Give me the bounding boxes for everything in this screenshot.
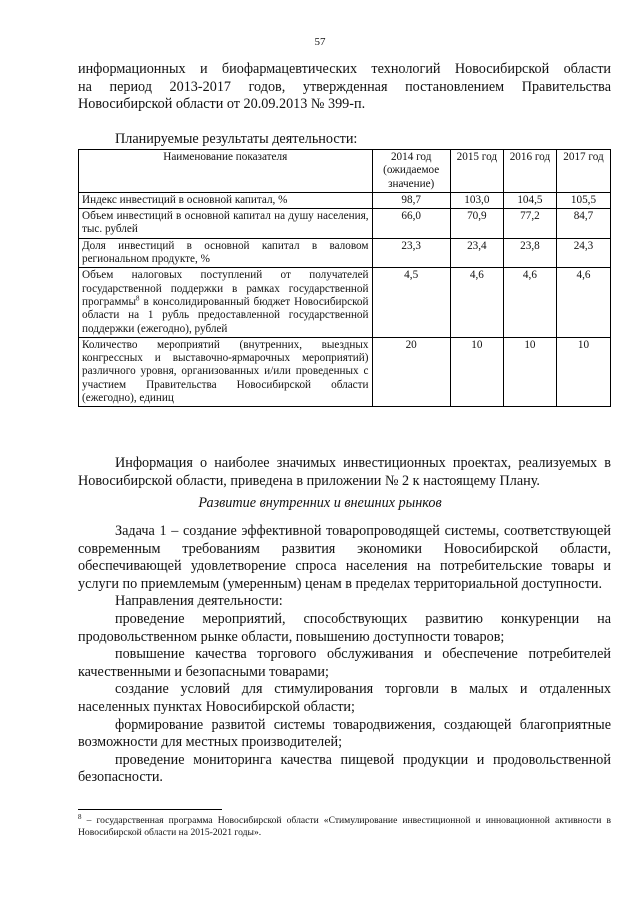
intro-paragraph [78,61,611,114]
value-2016: 77,2 [503,209,556,239]
indicator-name [79,268,373,337]
footnote-ref: 8 [136,294,140,303]
footnote-mark: 8 [78,812,82,821]
value-2014: 23,3 [372,238,450,268]
table-header-row [79,150,611,193]
value-2014: 20 [372,337,450,406]
direction-item: формирование развитой системы товародвижения, создающей благоприятные возможности для местных производителей; [78,716,611,751]
directions-label: Направления деятельности: [115,593,283,610]
direction-item: повышение качества торгового обслуживания и обеспечение потребителей качественными и безопасными товарами; [78,646,611,680]
info-text: Информация о наиболее значимых инвестиционных проектах, реализуемых в Новосибирской области, приведена в приложении № 2 к настоящему Плану. [78,455,611,489]
column-header-2017: 2017 год [556,150,610,193]
results-label: Планируемые результаты деятельности: [115,131,358,147]
value-2017: 105,5 [556,192,610,208]
value-2014: 98,7 [372,192,450,208]
table-row [79,192,611,208]
value-2017: 24,3 [556,238,610,268]
value-2017: 10 [556,337,610,406]
page-number: 57 [314,36,326,48]
indicator-name: Индекс инвестиций в основной капитал, % [79,192,373,208]
footnote-separator [78,809,222,810]
footnote [78,812,611,839]
intro-line: Новосибирской области от 20.09.2013 № 399-п. [78,96,366,113]
indicator-name: Количество мероприятий (внутренних, выездных конгрессных и выставочно-ярмарочных мероприятий) различного уровня, организованных и/или проведенных с участием Правительства Новосибирской области (ежегодно), единиц [79,337,373,406]
value-2015: 70,9 [450,209,503,239]
section-title: Развитие внутренних и внешних рынков [198,495,442,511]
value-2015: 4,6 [450,268,503,337]
value-2016: 104,5 [503,192,556,208]
intro-line: на период 2013-2017 годов, утвержденная постановлением Правительства [78,78,611,95]
table-row [79,268,611,337]
value-2016: 4,6 [503,268,556,337]
table-row [79,209,611,239]
direction-item: создание условий для стимулирования торговли в малых и отдаленных населенных пунктах Новосибирской области; [78,681,611,715]
column-header-2015: 2015 год [450,150,503,193]
column-header-2014: 2014 год (ожидаемое значение) [372,150,450,193]
value-2017: 4,6 [556,268,610,337]
value-2016: 10 [503,337,556,406]
task-block [78,523,611,787]
task-paragraph: Задача 1 – создание эффективной товаропроводящей системы, соответствующей современным требованиям развития экономики Новосибирской области, обеспечивающей удовлетворение спроса населения на потребительские товары и услуги по приемлемым (умеренным) ценам в пределах территориальной доступности. [78,523,611,592]
footnote-text: – государственная программа Новосибирской области «Стимулирование инвестиционной и инновационной активности в Новосибирской области на 2015-2021 годы». [78,815,611,839]
indicator-name-part: в консолидированный бюджет Новосибирской области на 1 рубль предоставленной государственной поддержки (ежегодно), рублей [82,295,369,335]
value-2016: 23,8 [503,238,556,268]
indicator-name: Объем инвестиций в основной капитал на душу населения, тыс. рублей [79,209,373,239]
value-2015: 103,0 [450,192,503,208]
value-2017: 84,7 [556,209,610,239]
value-2015: 10 [450,337,503,406]
direction-item: проведение мониторинга качества пищевой продукции и продовольственной безопасности. [78,751,611,786]
table-row [79,337,611,406]
column-header-2016: 2016 год [503,150,556,193]
column-header-indicator: Наименование показателя [79,150,373,193]
indicator-name: Доля инвестиций в основной капитал в валовом региональном продукте, % [79,238,373,268]
direction-item: проведение мероприятий, способствующих развитию конкуренции на продовольственном рынке области, повышению доступности товаров; [78,610,611,645]
info-paragraph [78,455,611,490]
intro-line: информационных и биофармацевтических технологий Новосибирской области [78,61,611,77]
value-2015: 23,4 [450,238,503,268]
value-2014: 66,0 [372,209,450,239]
value-2014: 4,5 [372,268,450,337]
table-row [79,238,611,268]
indicator-name-part: Объем налоговых поступлений от получателей государственной поддержки в рамках государственной программы [82,269,369,308]
results-table [78,149,611,407]
